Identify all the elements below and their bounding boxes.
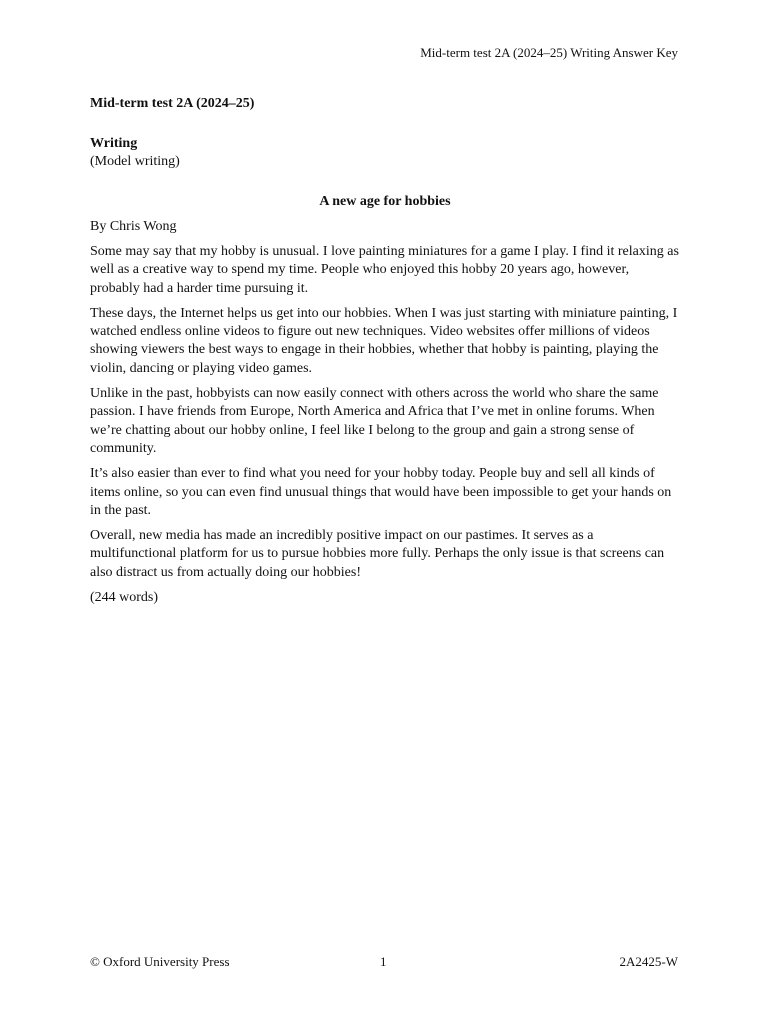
- essay-paragraph-2: These days, the Internet helps us get into our hobbies. When I was just starting with miniature painting, I watched endless online videos to figure out new techniques. Video websites offer millions of videos showing viewers the best ways to engage in their hobbies, whether that hobby is painting, playing the violin, dancing or playing video games.: [90, 305, 678, 376]
- essay-paragraph-1: Some may say that my hobby is unusual. I love painting miniatures for a game I play. I find it relaxing as well as a creative way to spend my time. People who enjoyed this hobby 20 years ago, however, probably had a harder time pursuing it.: [90, 244, 679, 296]
- document-body: [90, 95, 680, 607]
- essay-title: A new age for hobbies: [319, 194, 451, 209]
- running-header: Mid-term test 2A (2024–25) Writing Answer Key: [420, 45, 678, 60]
- footer-copyright: © Oxford University Press: [90, 954, 230, 969]
- essay-paragraph-4: It’s also easier than ever to find what you need for your hobby today. People buy and sell all kinds of items online, so you can even find unusual things that would have been impossible to get your hands on in the past.: [90, 466, 672, 518]
- byline: By Chris Wong: [90, 219, 177, 234]
- essay-paragraph-3: Unlike in the past, hobbyists can now easily connect with others across the world who share the same passion. I have friends from Europe, North America and Africa that I’ve met in online forums. When we’re chatting about our hobby online, I feel like I belong to the group and gain a strong sense of community.: [90, 386, 659, 456]
- section-heading: Writing: [90, 136, 138, 151]
- footer-code: 2A2425-W: [619, 954, 678, 969]
- essay-paragraph-5: Overall, new media has made an incredibly positive impact on our pastimes. It serves as a multifunctional platform for us to pursue hobbies more fully. Perhaps the only issue is that screens can also distract us from actually doing our hobbies!: [90, 528, 665, 580]
- page-footer: [90, 953, 678, 971]
- test-title: Mid-term test 2A (2024–25): [90, 96, 255, 111]
- word-count: (244 words): [90, 590, 159, 606]
- section-note: (Model writing): [90, 154, 180, 169]
- footer-page-number: 1: [380, 954, 387, 969]
